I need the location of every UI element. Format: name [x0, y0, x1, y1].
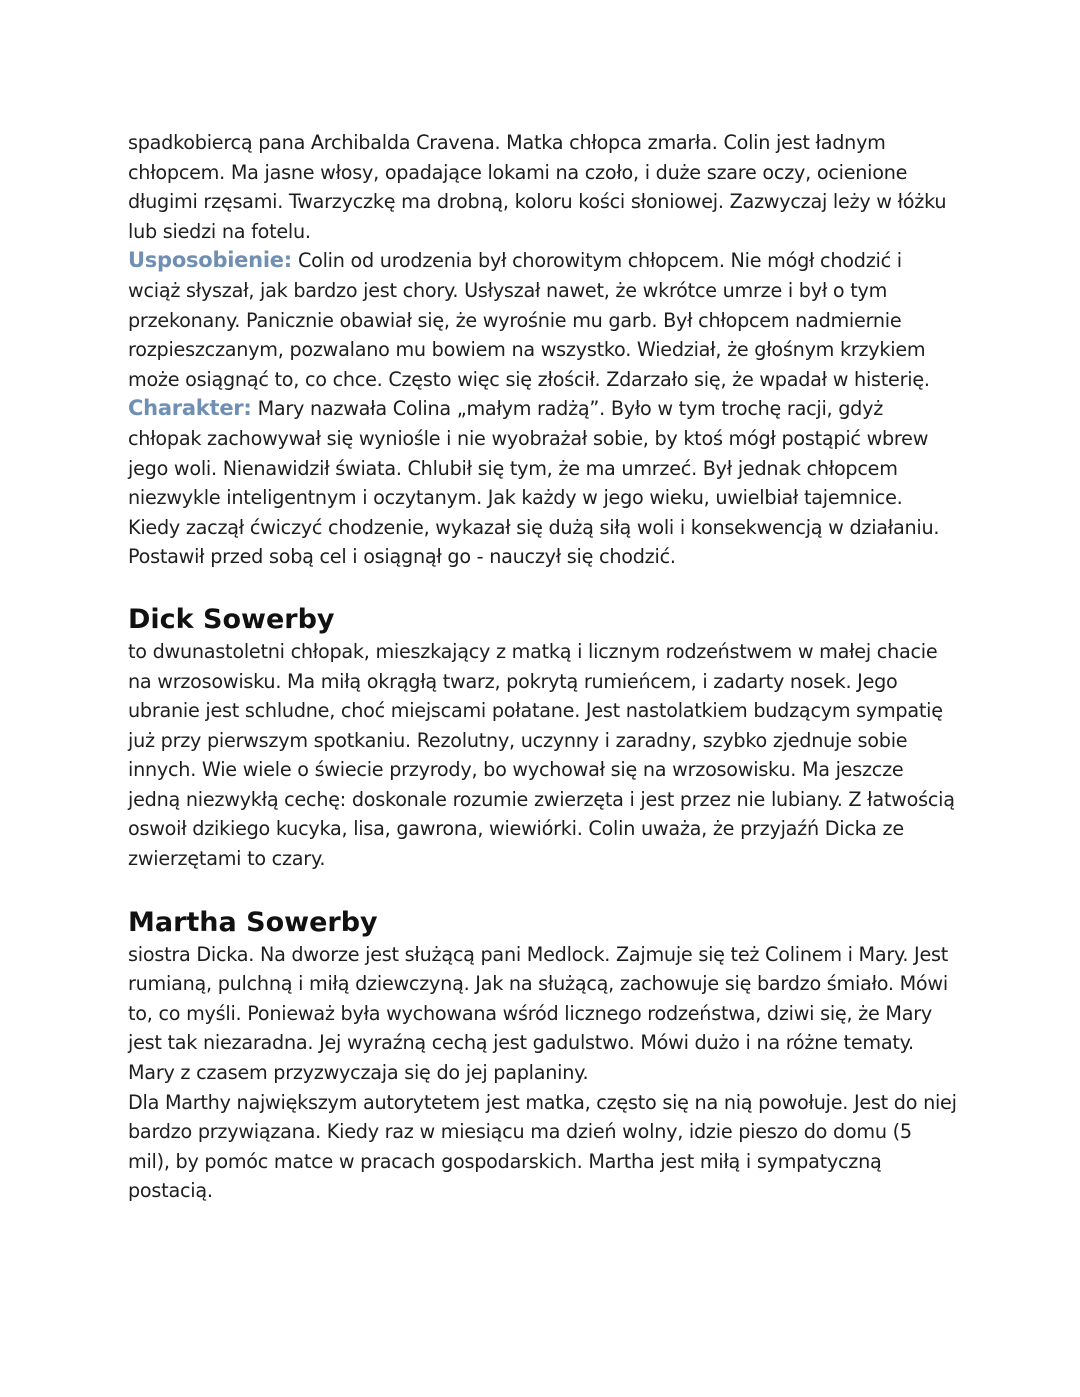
colin-charakter-paragraph — [128, 394, 958, 572]
martha-sowerby-paragraph-2: Dla Marthy największym autorytetem jest matka, często się na nią powołuje. Jest do niej bardzo przywiązana. Kiedy raz w miesiącu ma dzień wolny, idzie pieszo do domu (5 mil), by pomóc matce w pracach gospodarskich. Martha jest miłą i sympatyczną postacią. — [128, 1090, 957, 1203]
dick-sowerby-heading: Dick Sowerby — [128, 603, 335, 635]
martha-sowerby-heading: Martha Sowerby — [128, 906, 378, 938]
colin-usposobienie-paragraph — [128, 246, 958, 394]
martha-sowerby-paragraph-1: siostra Dicka. Na dworze jest służącą pani Medlock. Zajmuje się też Colinem i Mary. Jest rumianą, pulchną i miłą dziewczyną. Jak na służącą, zachowuje się bardzo śmiało. Mówi to, co myśli. Ponieważ była wychowana wśród licznego rodzeństwa, dziwi się, że Mary jest tak niezaradna. Jej wyraźną cechą jest gadulstwo. Mówi dużo i na różne tematy. Mary z czasem przyzwyczaja się do jej paplaniny. — [128, 942, 949, 1085]
usposobienie-label: Usposobienie: — [128, 248, 292, 273]
usposobienie-text: Colin od urodzenia był chorowitym chłopcem. Nie mógł chodzić i wciąż słyszał, jak bardzo jest chory. Usłyszał nawet, że wkrótce umrze i był o tym przekonany. Panicznie obawiał się, że wyrośnie mu garb. Był chłopcem nadmiernie rozpieszczanym, pozwalano mu bowiem na wszystko. Wiedział, że głośnym krzykiem może osiągnąć to, co chce. Często więc się złościł. Zdarzało się, że wpadał w histerię. — [128, 249, 930, 391]
dick-sowerby-paragraph: to dwunastoletni chłopak, mieszkający z matką i licznym rodzeństwem w małej chacie na wrzosowisku. Ma miłą okrągłą twarz, pokrytą rumieńcem, i zadarty nosek. Jego ubranie jest schludne, choć miejscami połatane. Jest nastolatkiem budzącym sympatię już przy pierwszym spotkaniu. Rezolutny, uczynny i zaradny, szybko zjednuje sobie innych. Wie wiele o świecie przyrody, bo wychował się na wrzosowisku. Ma jeszcze jedną niezwykłą cechę: doskonale rozumie zwierzęta i jest przez nie lubiany. Z łatwością oswoił dzikiego kucyka, lisa, gawrona, wiewiórki. Colin uważa, że przyjaźń Dicka ze zwierzętami to czary. — [128, 639, 955, 871]
charakter-label: Charakter: — [128, 396, 252, 421]
colin-intro-paragraph: spadkobiercą pana Archibalda Cravena. Matka chłopca zmarła. Colin jest ładnym chłopcem. Ma jasne włosy, opadające lokami na czoło, i duże szare oczy, ocienione długimi rzęsami. Twarzyczkę ma drobną, koloru kości słoniowej. Zazwyczaj leży w łóżku lub siedzi na fotelu. — [128, 131, 947, 243]
charakter-text: Mary nazwała Colina „małym radżą”. Było w tym trochę racji, gdyż chłopak zachowywał się wyniośle i nie wyobrażał sobie, by ktoś mógł postąpić wbrew jego woli. Nienawidził świata. Chlubił się tym, że ma umrzeć. Był jednak chłopcem niezwykle inteligentnym i oczytanym. Jak każdy w jego wieku, uwielbiał tajemnice. Kiedy zaczął ćwiczyć chodzenie, wykazał się dużą siłą woli i konsekwencją w działaniu. Postawił przed sobą cel i osiągnął go - nauczył się chodzić. — [128, 397, 940, 569]
document-page — [128, 128, 958, 1206]
